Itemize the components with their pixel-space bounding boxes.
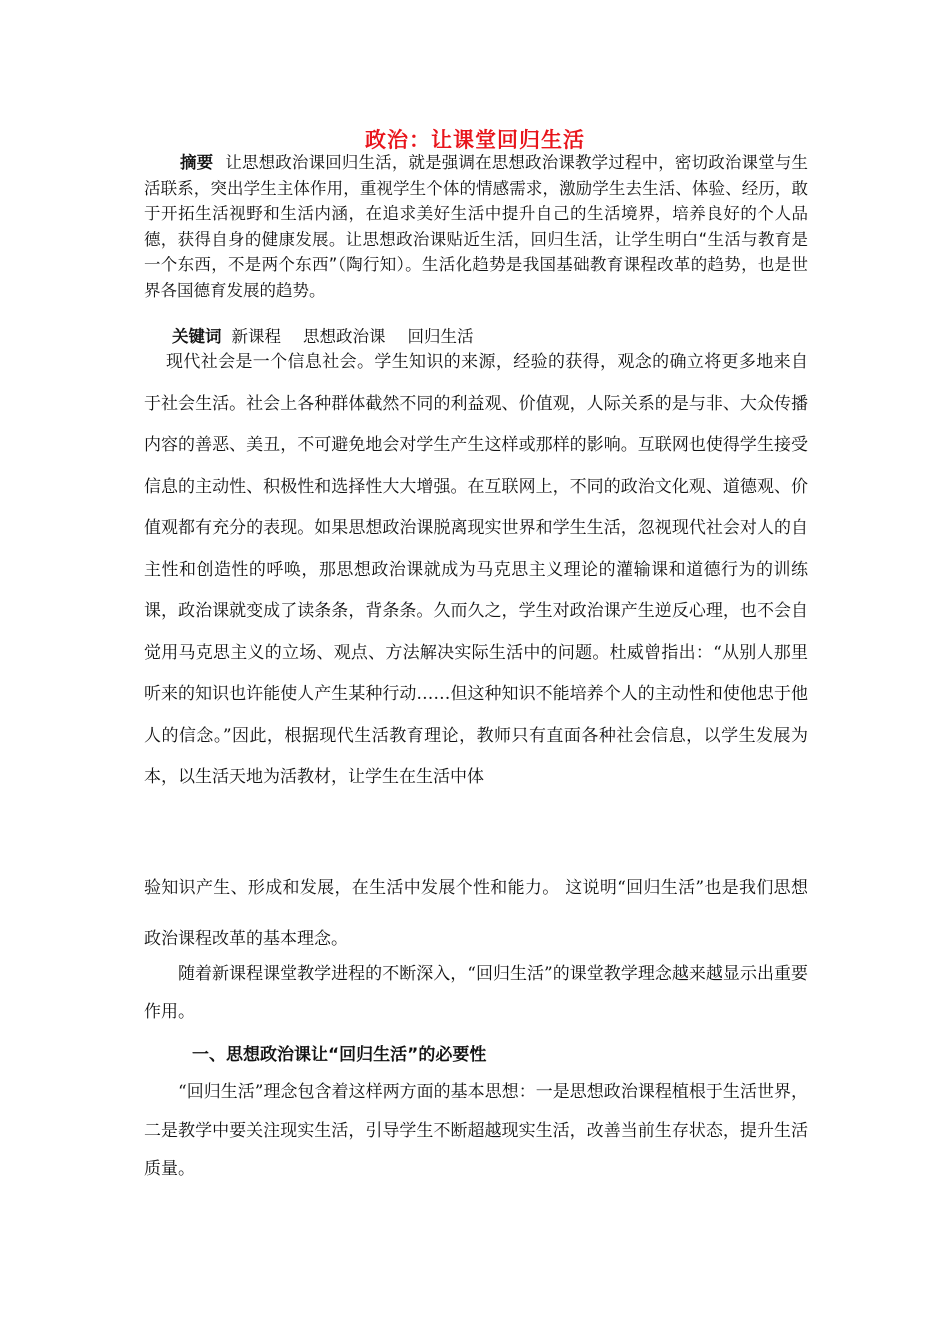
abstract [144, 150, 808, 304]
document-title: 政治：让课堂回归生活 [365, 128, 585, 152]
body-paragraph: 验知识产生、形成和发展，在生活中发展个性和能力。 这说明“回归生活”也是我们思想政治课程改革的基本理念。 [144, 878, 808, 949]
abstract-label: 摘要 [180, 153, 214, 172]
body-paragraph [144, 342, 808, 799]
body-paragraph: 随着新课程课堂教学进程的不断深入，“回归生活”的课堂教学理念越来越显示出重要作用。 [144, 964, 808, 1022]
keywords-label: 关键词 [172, 327, 222, 346]
keyword-item: 新课程 [231, 327, 281, 346]
keyword-item: 回归生活 [407, 327, 474, 346]
paragraph-text: 现代社会是一个信息社会。学生知识的来源，经验的获得，观念的确立将更多地来自于社会生活。社会上各种群体截然不同的利益观、价值观，人际关系的是与非、大众传播内容的善恶、美丑，不可避免地会对学生产生这样或那样的影响。互联网也使得学生接受信息的主动性、积极性和选择性大大增强。在互联网上，不同的政治文化观、道德观、价值观都有充分的表现。如果思想政治课脱离现实世界和学生生活，忽视现代社会对人的自主性和创造性的呼唤，那思想政治课就成为马克思主义理论的灌输课和道德行为的训练课，政治课就变成了读条条，背条条。久而久之，学生对政治课产生逆反心理，也不会自觉用马克思主义的立场、观点、方法解决实际生活中的问题。杜威曾指出：“从别人那里听来的知识也许能使人产生某种行动……但这种知识不能培养个人的主动性和使他忠于他人的信念。”因此，根据现代生活教育理论，教师只有直面各种社会信息，以学生发展为本，以生活天地为活教材，让学生在生活中体 [144, 352, 808, 787]
body-paragraph: “回归生活”理念包含着这样两方面的基本思想：一是思想政治课程植根于生活世界，二是教学中要关注现实生活，引导学生不断超越现实生活，改善当前生存状态，提升生活质量。 [144, 1082, 808, 1179]
section-heading: 一、思想政治课让“回归生活”的必要性 [192, 1045, 487, 1065]
abstract-text: 让思想政治课回归生活，就是强调在思想政治课教学过程中，密切政治课堂与生活联系，突出学生主体作用，重视学生个体的情感需求，激励学生去生活、体验、经历，敢于开拓生活视野和生活内涵，在追求美好生活中提升自己的生活境界，培养良好的个人品德，获得自身的健康发展。让思想政治课贴近生活，回归生活，让学生明白“生活与教育是一个东西，不是两个东西”（陶行知）。生活化趋势是我国基础教育课程改革的趋势，也是世界各国德育发展的趋势。 [144, 153, 809, 300]
keyword-item: 思想政治课 [303, 327, 386, 346]
